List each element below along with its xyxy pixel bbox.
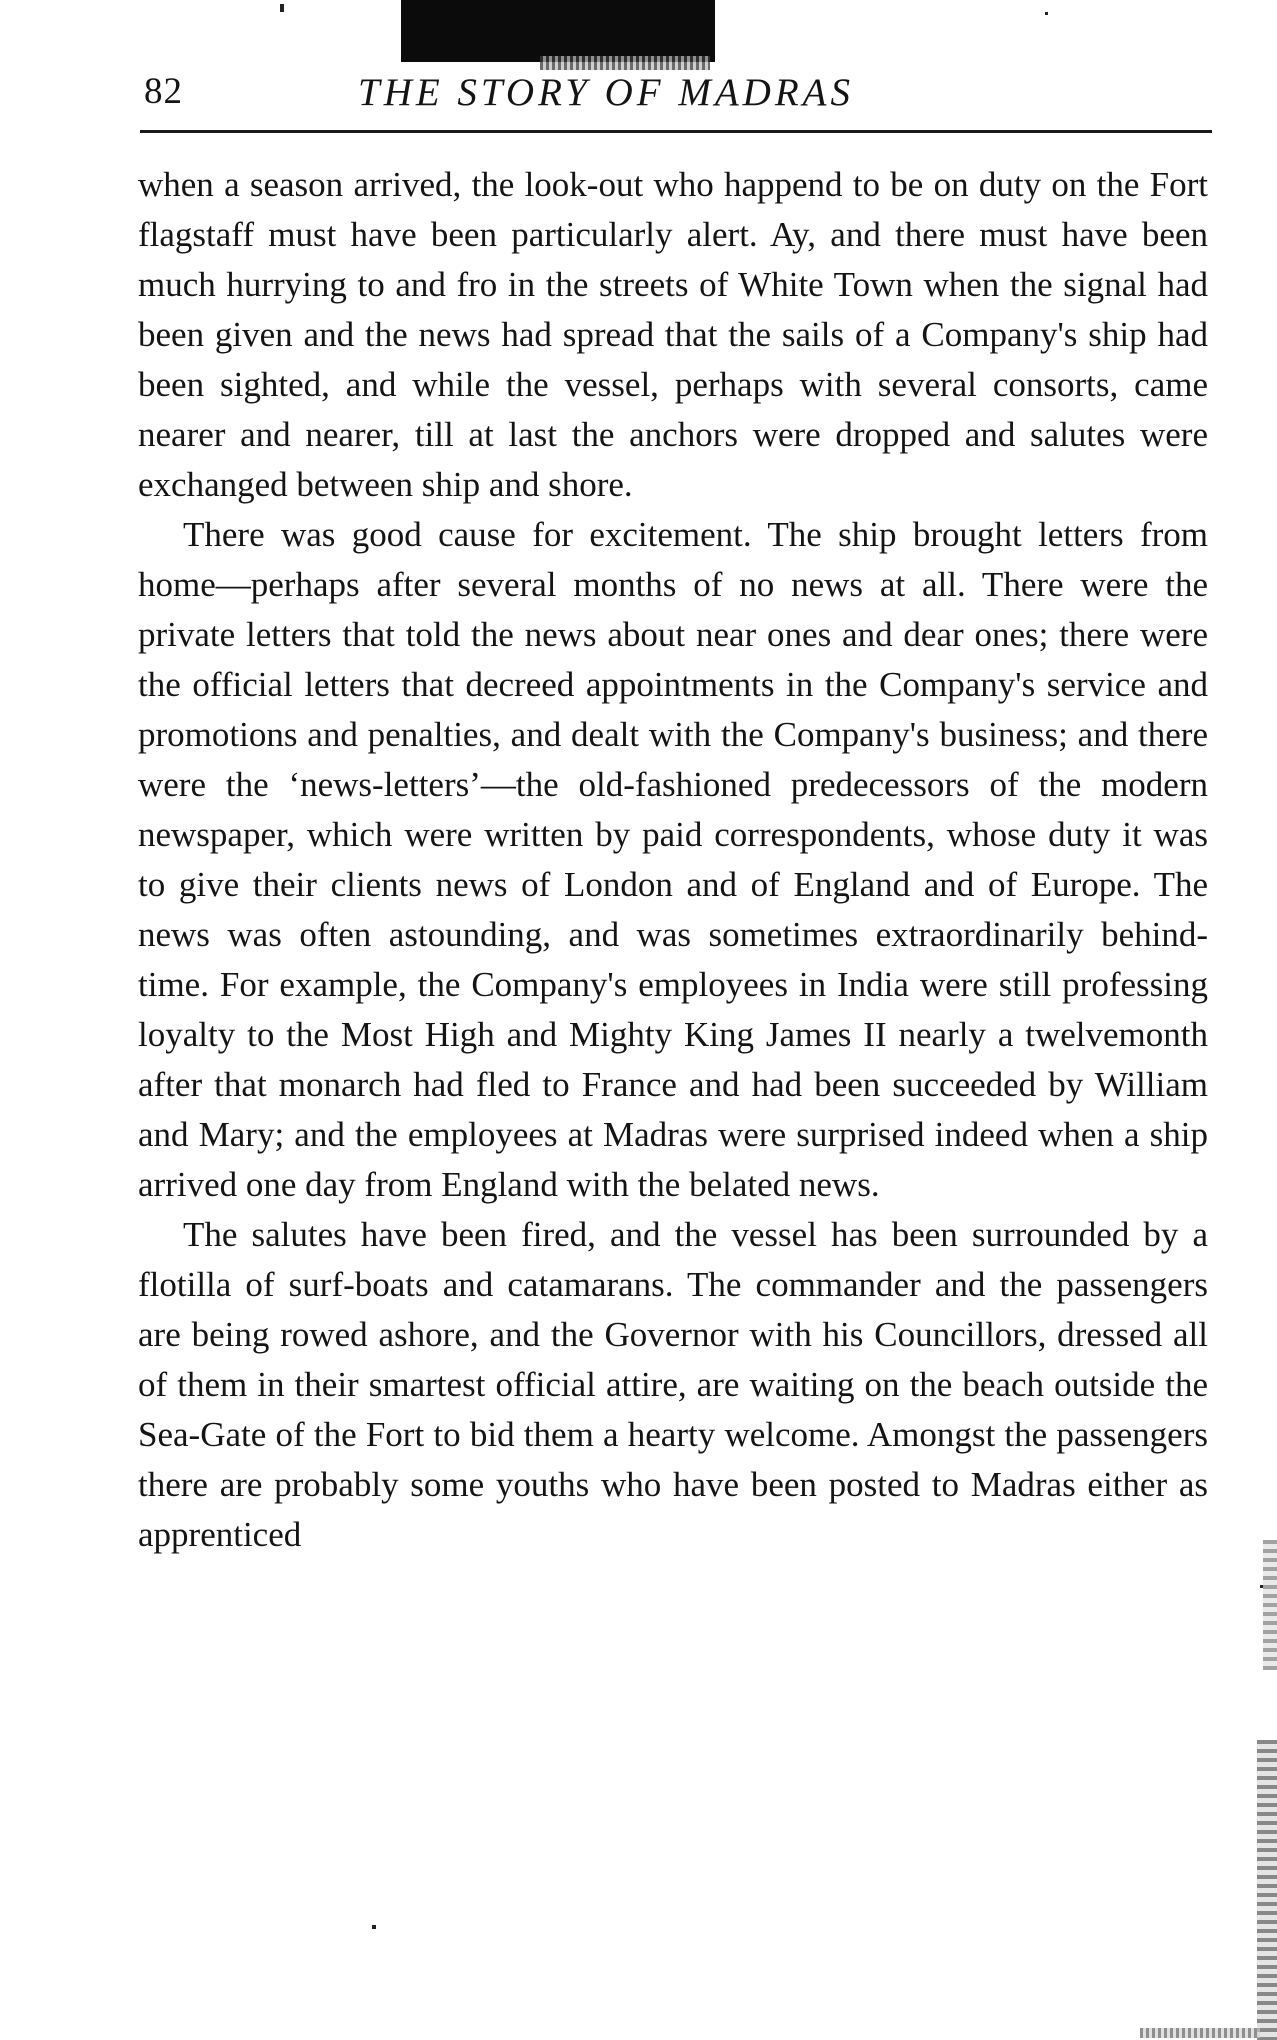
scan-speck [1045, 12, 1048, 15]
scan-speck [280, 4, 284, 12]
binding-edge-streak [1263, 1540, 1277, 1670]
scan-speck [372, 1925, 376, 1929]
paragraph: The salutes have been fired, and the vessel has been surrounded by a flotilla of surf-boats and catamarans. The commander and the passengers are being rowed ashore, and the Governor with his Councillors, dressed all of them in their smartest official attire, are waiting on the beach outside the Sea-Gate of the Fort to bid them a hearty welcome. Amongst the passengers there are probably some youths who have been posted to Madras either as apprenticed [138, 1215, 1208, 1554]
scan-artifact-fringe [540, 56, 710, 70]
paragraph: when a season arrived, the look-out who happend to be on duty on the Fort flagstaff must have been particularly alert. Ay, and there must have been much hurrying to and fro in the streets of White Town when the signal had been given and the news had spread that the sails of a Company's ship had been sighted, and while the vessel, perhaps with several consorts, came nearer and nearer, till at last the anchors were dropped and salutes were exchanged between ship and shore. [138, 165, 1208, 504]
header-rule [140, 130, 1212, 133]
page-header [140, 70, 1210, 120]
page-number: 82 [144, 71, 183, 112]
scan-artifact-blot [401, 0, 715, 62]
body-text [138, 160, 1208, 1560]
binding-edge-streak [1257, 1740, 1277, 2040]
paragraph: There was good cause for excitement. The ship brought letters from home—perhaps after several months of no news at all. There were the private letters that told the news about near ones and dear ones; there were the official letters that decreed appointments in the Company's service and promotions and penalties, and dealt with the Company's business; and there were the ‘news-letters’—the old-fashioned predecessors of the modern newspaper, which were written by paid correspondents, whose duty it was to give their clients news of London and of England and of Europe. The news was often astounding, and was sometimes extraordinarily behind-time. For example, the Company's employees in India were still professing loyalty to the Most High and Mighty King James II nearly a twelvemonth after that monarch had fled to France and had been succeeded by William and Mary; and the employees at Madras were surprised indeed when a ship arrived one day from England with the belated news. [138, 515, 1208, 1204]
running-title: THE STORY OF MADRAS [358, 71, 854, 114]
scan-artifact-bottom [1140, 2028, 1260, 2038]
